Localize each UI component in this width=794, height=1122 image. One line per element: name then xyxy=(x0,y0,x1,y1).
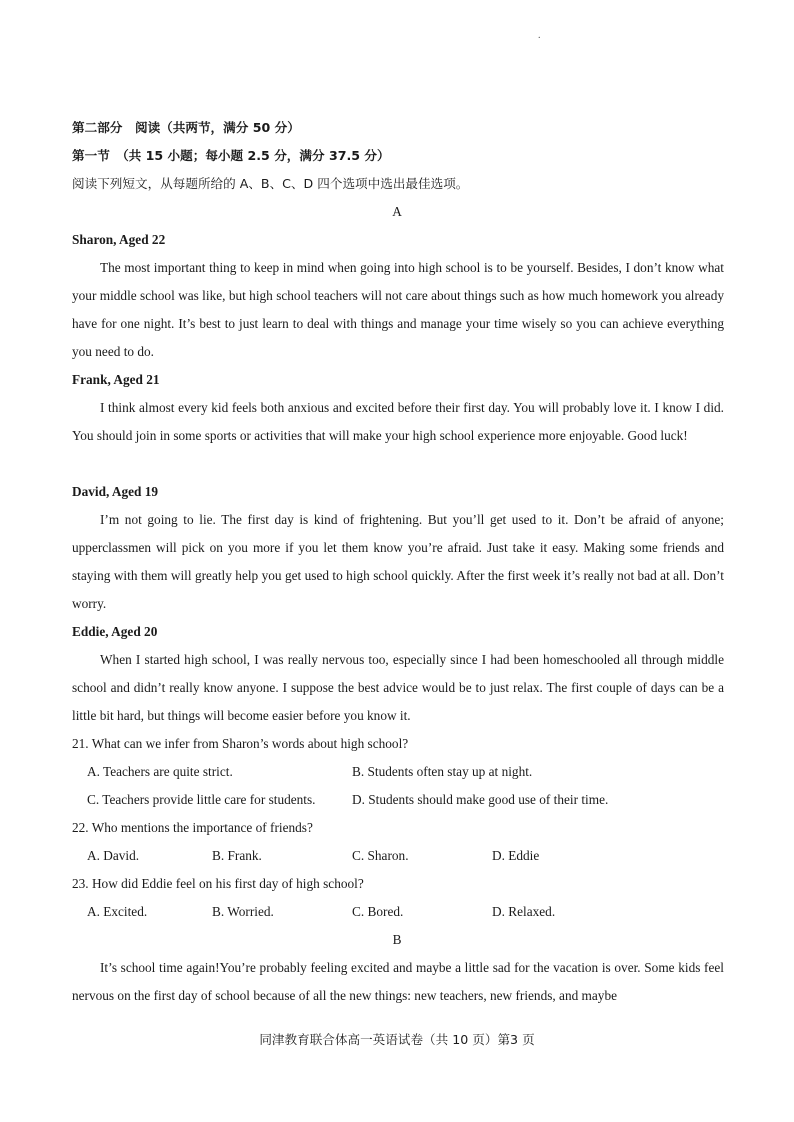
question-21-option-d[interactable]: D. Students should make good use of their time. xyxy=(352,792,609,807)
question-23-stem: 23. How did Eddie feel on his first day of high school? xyxy=(72,876,364,891)
speaker-text-frank: I think almost every kid feels both anxious and excited before their first day. You will probably love it. I know I did. You should join in some sports or activities that will make your high school experience more enjoyable. Good luck! xyxy=(72,400,724,443)
question-23-option-b[interactable]: B. Worried. xyxy=(212,904,274,919)
question-23-option-a[interactable]: A. Excited. xyxy=(87,904,148,919)
question-22-option-c[interactable]: C. Sharon. xyxy=(352,848,409,863)
speaker-name-david: David, Aged 19 xyxy=(72,484,159,499)
question-21-option-c[interactable]: C. Teachers provide little care for students. xyxy=(87,792,316,807)
passage-b-label: B xyxy=(392,932,402,947)
question-22-option-d[interactable]: D. Eddie xyxy=(492,848,540,863)
question-22-stem: 22. Who mentions the importance of friends? xyxy=(72,820,313,835)
question-21-option-a[interactable]: A. Teachers are quite strict. xyxy=(87,764,233,779)
question-23-option-c[interactable]: C. Bored. xyxy=(352,904,404,919)
section-subtitle: 第一节 （共 15 小题；每小题 2.5 分，满分 37.5 分） xyxy=(72,148,390,163)
speaker-name-frank: Frank, Aged 21 xyxy=(72,372,160,387)
page-footer: 同津教育联合体高一英语试卷（共 10 页）第3 页 xyxy=(259,1032,535,1047)
speaker-name-eddie: Eddie, Aged 20 xyxy=(72,624,158,639)
corner-mark: . xyxy=(538,30,541,41)
question-21-stem: 21. What can we infer from Sharon’s words about high school? xyxy=(72,736,409,751)
question-21-option-b[interactable]: B. Students often stay up at night. xyxy=(352,764,533,779)
instructions: 阅读下列短文，从每题所给的 A、B、C、D 四个选项中选出最佳选项。 xyxy=(72,176,469,191)
question-22-option-b[interactable]: B. Frank. xyxy=(212,848,262,863)
speaker-name-sharon: Sharon, Aged 22 xyxy=(72,232,166,247)
speaker-text-sharon: The most important thing to keep in mind when going into high school is to be yourself. Besides, I don’t know what your middle school was like, but high school teachers will not care about things such as how much homework you already have for one night. It’s best to just learn to deal with things and manage your time wisely so you can achieve everything you need to do. xyxy=(72,260,724,359)
question-22-option-a[interactable]: A. David. xyxy=(87,848,140,863)
speaker-text-david: I’m not going to lie. The first day is kind of frightening. But you’ll get used to it. Don’t be afraid of anyone; upperclassmen will pick on you more if you let them know you’re afraid. Just take it easy. Making some friends and staying with them will greatly help you get used to high school quickly. After the first week it’s really not bad at all. Don’t worry. xyxy=(72,512,724,611)
speaker-text-eddie: When I started high school, I was really nervous too, especially since I had been homeschooled all through middle school and didn’t really know anyone. I suppose the best advice would be to just relax. The first couple of days can be a little bit hard, but things will become easier before you know it. xyxy=(72,652,724,723)
passage-b-text: It’s school time again!You’re probably feeling excited and maybe a little sad for the vacation is over. Some kids feel nervous on the first day of school because of all the new things: new teachers, new friends, and maybe xyxy=(72,960,724,1003)
part-title: 第二部分 阅读（共两节，满分 50 分） xyxy=(72,120,300,135)
passage-a-label: A xyxy=(392,204,402,219)
question-23-option-d[interactable]: D. Relaxed. xyxy=(492,904,556,919)
